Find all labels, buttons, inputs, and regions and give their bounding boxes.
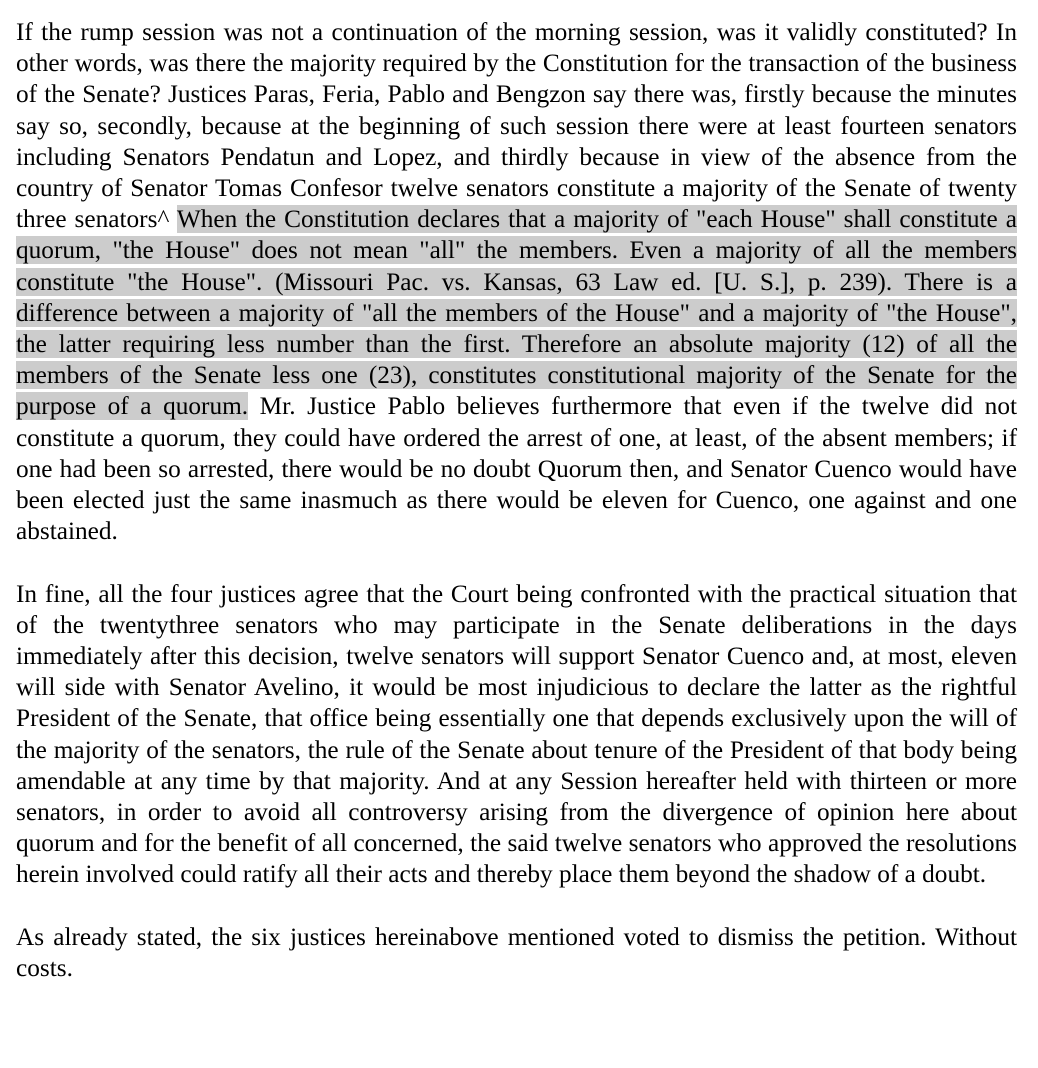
paragraph-quorum [16,17,1017,547]
paragraph-quorum-continuation: Mr. Justice Pablo believes furthermore that even if the twelve did not constitute a quorum, they could have ordered the arrest of one, at least, of the absent members; if one had been so arrested, there would be no doubt Quorum then, and Senator Cuenco would have been elected just the same inasmuch as there would be eleven for Cuenco, one against and one abstained. [16,392,1017,546]
highlighted-passage[interactable]: When the Constitution declares that a majority of "each House" shall constitute a quorum, "the House" does not mean "all" the members. Even a majority of all the members constitute "the House". (Missouri Pac. vs. Kansas, 63 Law ed. [U. S.], p. 239). There is a difference between a majority of "all the members of the House" and a majority of "the House", the latter requiring less number than the first. Therefore an absolute majority (12) of all the members of the Senate less one (23), constitutes constitutional majority of the Senate for the purpose of a quorum. [16,205,1017,421]
paragraph-quorum-text: If the rump session was not a continuation of the morning session, was it validly constituted? In other words, was there the majority required by the Constitution for the transaction of the business of the Senate? Justices Paras, Feria, Pablo and Bengzon say there was, firstly because the minutes say so, secondly, because at the beginning of such session there were at least fourteen senators including Senators Pendatun and Lopez, and thirdly because in view of the absence from the country of Senator Tomas Confesor twelve senators constitute a majority of the Senate of twenty three senators^ [16,18,1017,234]
paragraph-in-fine: In fine, all the four justices agree that the Court being confronted with the practical situation that of the twentythree senators who may participate in the Senate deliberations in the days immediately after this decision, twelve senators will support Senator Cuenco and, at most, eleven will side with Senator Avelino, it would be most injudicious to declare the latter as the rightful President of the Senate, that office being essentially one that depends exclusively upon the will of the majority of the senators, the rule of the Senate about tenure of the President of that body being amendable at any time by that majority. And at any Session hereafter held with thirteen or more senators, in order to avoid all controversy arising from the divergence of opinion here about quorum and for the benefit of all concerned, the said twelve senators who approved the resolutions herein involved could ratify all their acts and thereby place them beyond the shadow of a doubt. [16,579,1017,889]
paragraph-conclusion: As already stated, the six justices hereinabove mentioned voted to dismiss the petition. Without costs. [16,922,1017,983]
document-body [16,17,1017,984]
